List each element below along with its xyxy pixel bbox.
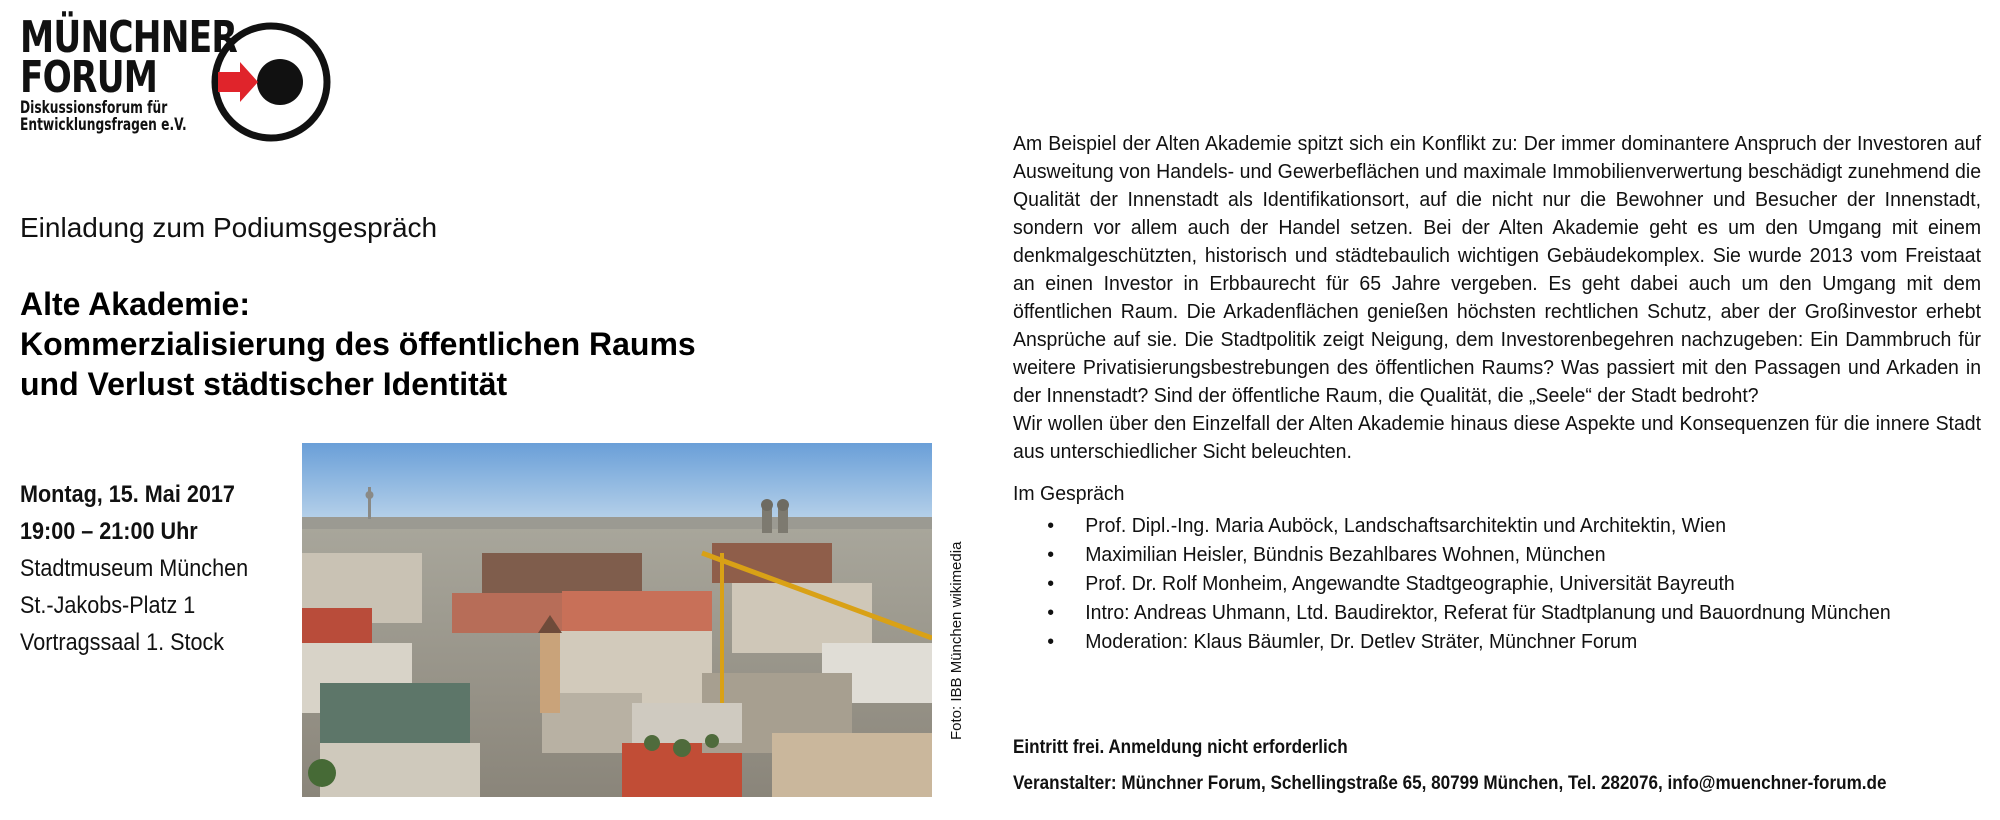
panel-heading: Im Gespräch — [1013, 482, 1125, 505]
event-street: St.-Jakobs-Platz 1 — [20, 592, 196, 619]
event-headline — [20, 284, 696, 404]
logo-wordmark — [20, 12, 238, 135]
headline-line-3: und Verlust städtischer Identität — [20, 366, 508, 402]
invitation-label: Einladung zum Podiumsgespräch — [20, 212, 438, 243]
logo-line-1: MÜNCHNER — [20, 12, 238, 63]
list-item: • Prof. Dipl.-Ing. Maria Auböck, Landschaftsarchitektin und Architektin, Wien — [1013, 511, 1891, 540]
muenchner-forum-logo — [20, 12, 340, 148]
organizer-note: Veranstalter: Münchner Forum, Schellingstraße 65, 80799 München, Tel. 282076, info@muenchner-forum.de — [1013, 773, 1887, 794]
photo-credit: Foto: IBB München wikimedia — [948, 541, 965, 740]
headline-line-2: Kommerzialisierung des öffentlichen Raums — [20, 326, 696, 362]
logo-line-2: FORUM — [20, 52, 158, 103]
event-time: 19:00 – 21:00 Uhr — [20, 518, 198, 545]
event-details — [20, 476, 273, 661]
event-description — [1013, 130, 1981, 466]
event-date: Montag, 15. Mai 2017 — [20, 481, 235, 508]
list-item: • Prof. Dr. Rolf Monheim, Angewandte Stadtgeographie, Universität Bayreuth — [1013, 569, 1891, 598]
headline-line-1: Alte Akademie: — [20, 286, 250, 322]
list-item: • Maximilian Heisler, Bündnis Bezahlbares Wohnen, München — [1013, 540, 1891, 569]
list-item: • Moderation: Klaus Bäumler, Dr. Detlev Sträter, Münchner Forum — [1013, 627, 1891, 656]
admission-note: Eintritt frei. Anmeldung nicht erforderlich — [1013, 737, 1348, 758]
panel-list — [1013, 511, 1937, 656]
event-room: Vortragssaal 1. Stock — [20, 629, 225, 656]
aerial-city-photo — [302, 443, 932, 797]
logo-subtitle-2: Entwicklungsfragen e.V. — [20, 115, 187, 135]
logo-subtitle-1: Diskussionsforum für — [20, 98, 168, 118]
list-item: • Intro: Andreas Uhmann, Ltd. Baudirektor, Referat für Stadtplanung und Bauordnung München — [1013, 598, 1891, 627]
description-paragraph-1: Am Beispiel der Alten Akademie spitzt sich ein Konflikt zu: Der immer dominantere Anspruch der Investoren auf Ausweitung von Handels- und Gewerbeflächen und maximale Immobilienverwertung beschädigt zunehmend die Qualität der Innenstadt als Identifikationsort, auf die nicht nur die Bewohner und Besucher der Innenstadt, sondern vor allem auch der Handel setzen. Bei der Alten Akademie geht es um den Umgang mit einem denkmalgeschützten, historisch und städtebaulich wichtigen Gebäudekomplex. Sie wurde 2013 vom Freistaat an einen Investor in Erbbaurecht für 65 Jahre vergeben. Es geht dabei auch um den Umgang mit dem öffentlichen Raum. Die Arkadenflächen genießen höchsten rechtlichen Schutz, aber der Großinvestor erhebt Ansprüche auf sie. Die Stadtpolitik zeigt Neigung, dem Investorenbegehren nachzugeben: Ein Dammbruch für weitere Privatisierungsbestrebungen des öffentlichen Raums? Was passiert mit den Passagen und Arkaden in der Innenstadt? Sind der öffentliche Raum, die Qualität, die „Seele“ der Stadt bedroht? — [1013, 132, 1982, 407]
event-venue: Stadtmuseum München — [20, 555, 249, 582]
logo-eye-icon — [208, 20, 334, 144]
description-paragraph-2: Wir wollen über den Einzelfall der Alten Akademie hinaus diese Aspekte und Konsequenzen für die innere Stadt aus unterschiedlicher Sicht beleuchten. — [1013, 412, 1982, 463]
